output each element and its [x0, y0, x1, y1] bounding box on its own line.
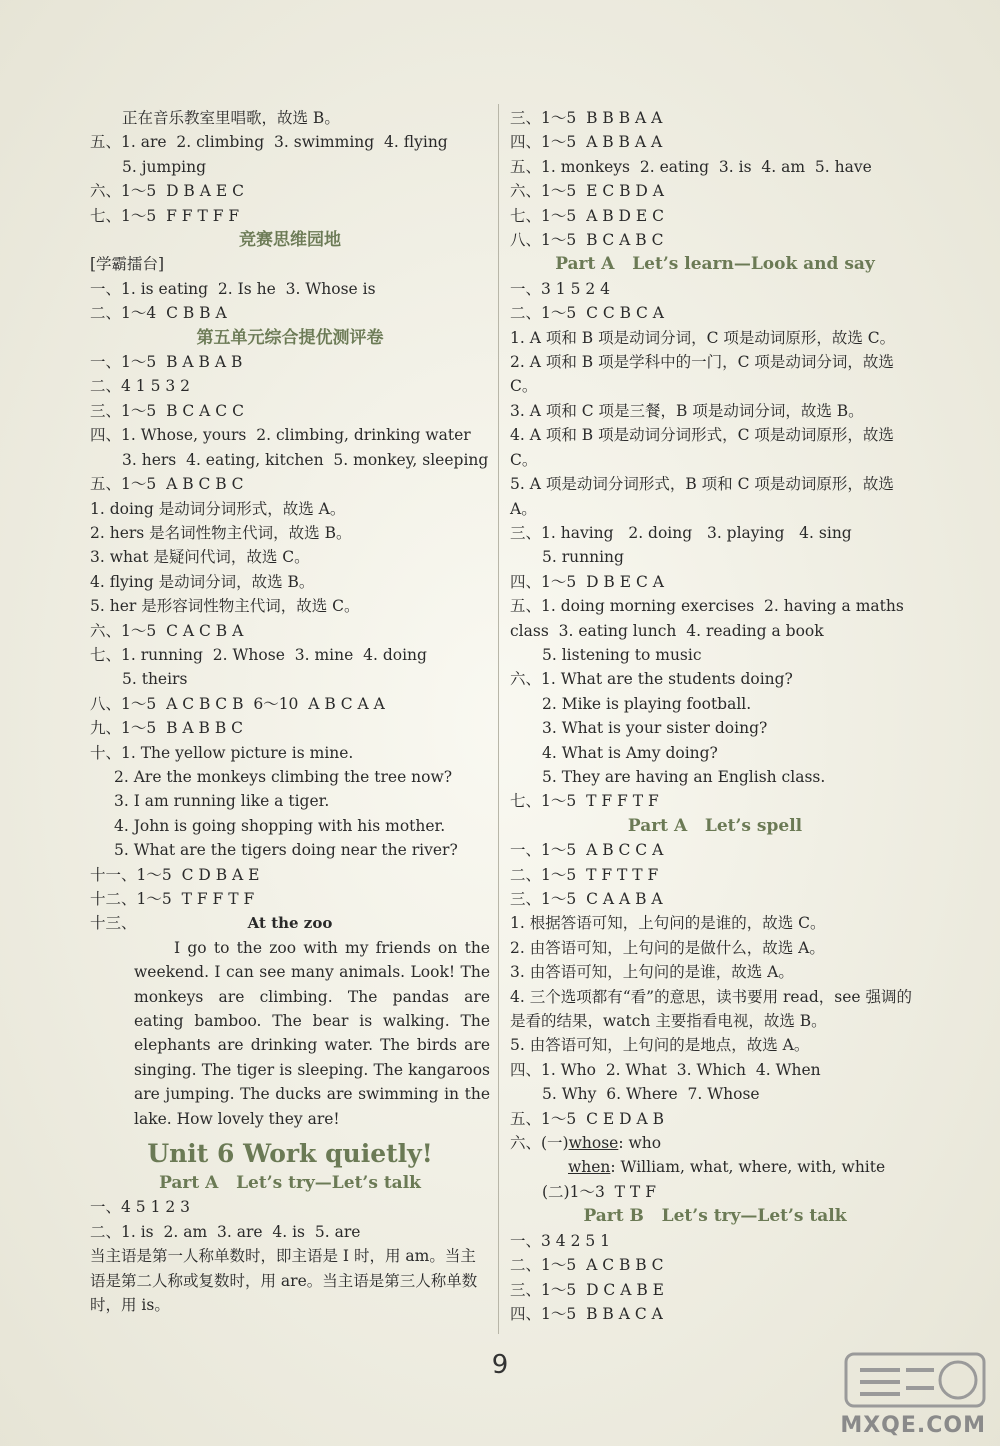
answer-line: 一、3 4 2 5 1: [510, 1231, 611, 1250]
answer-line: 4. flying 是动词分词，故选 B。: [90, 572, 315, 591]
answer-line: 4. What is Amy doing?: [542, 743, 718, 762]
answer-line: 2. 由答语可知，上句问的是做什么，故选 A。: [510, 938, 825, 957]
answer-line: 1. A 项和 B 项是动词分词，C 项是动词原形，故选 C。: [510, 328, 896, 347]
answer-line: 七、1～5 A B D E C: [510, 206, 664, 225]
answer-line: 九、1～5 B A B B C: [90, 719, 244, 738]
answer-line: 六、1～5 C A C B A: [90, 621, 244, 640]
answer-line: 4. 三个选项都有“看”的意思，读书要用 read，see 强调的是看的结果，watch 主要指看电视，故选 B。: [510, 987, 912, 1031]
answer-line: 十一、1～5 C D B A E: [90, 865, 260, 884]
answer-line: 3. hers 4. eating, kitchen 5. monkey, sleeping: [122, 450, 489, 469]
essay-title: At the zoo: [247, 914, 333, 933]
answer-line: 5. running: [542, 548, 624, 567]
answer-line: 三、1. having 2. doing 3. playing 4. sing: [510, 523, 852, 542]
answer-line: 四、1. Whose, yours 2. climbing, drinking water: [90, 426, 471, 445]
answer-line: 一、1～5 B A B A B: [90, 353, 243, 372]
answer-line: 三、1～5 C A A B A: [510, 890, 663, 908]
answer-line: 五、1. doing morning exercises 2. having a maths class 3. eating lunch 4. reading a book: [510, 597, 909, 640]
answer-line: 三、1～5 B C A C C: [90, 401, 244, 420]
answer-line: 当主语是第一人称单数时，即主语是 I 时，用 am。当主语是第二人称或复数时，用 are。当主语是第三人称单数时，用 is。: [90, 1247, 478, 1315]
answer-line: 八、1～5 B C A B C: [510, 231, 664, 250]
answer-line: 三、1～5 D C A B E: [510, 1280, 664, 1299]
section-heading: 竞赛思维园地: [239, 230, 341, 251]
answer-line: 5. listening to music: [542, 645, 702, 664]
answer-line: 5. Why 6. Where 7. Whose: [542, 1085, 760, 1104]
answer-line: 5. A 项是动词分词形式，B 项和 C 项是动词原形，故选 A。: [510, 475, 899, 518]
answer-line: 1. 根据答语可知，上句问的是谁的，故选 C。: [510, 914, 826, 933]
answer-line: 3. A 项和 C 项是三餐，B 项是动词分词，故选 B。: [510, 401, 864, 420]
answer-line: 二、1～5 C C B C A: [510, 304, 664, 323]
page-number: 9: [491, 1350, 509, 1380]
answer-line: 十、1. The yellow picture is mine.: [90, 743, 354, 762]
answer-line: 4. A 项和 B 项是动词分词形式，C 项是动词原形，故选 C。: [510, 426, 899, 469]
answer-line: 四、1. Who 2. What 3. Which 4. When: [510, 1060, 821, 1079]
section-heading: Part A Let’s learn—Look and say: [555, 254, 875, 275]
right-column: [510, 106, 920, 1326]
answer-line: 2. Are the monkeys climbing the tree now?: [114, 767, 453, 786]
answer-words: : who: [618, 1134, 662, 1153]
answer-line: 五、1. are 2. climbing 3. swimming 4. flying: [90, 133, 448, 152]
answer-line: 四、1～5 B B A C A: [510, 1304, 663, 1323]
answer-line: 2. Mike is playing football.: [542, 694, 752, 713]
answer-line: 七、1. running 2. Whose 3. mine 4. doing: [90, 645, 427, 664]
answer-line: 六、1. What are the students doing?: [510, 670, 793, 689]
answer-line: [510, 1155, 920, 1179]
answer-line: [510, 1131, 920, 1155]
answer-line: 3. I am running like a tiger.: [114, 792, 330, 811]
answer-label: 六、(一): [510, 1134, 569, 1153]
answer-line: 5. What are the tigers doing near the river?: [114, 841, 458, 860]
answer-line: 一、4 5 1 2 3: [90, 1198, 191, 1217]
section-heading: Part A Let’s spell: [627, 815, 803, 836]
essay-body: [90, 936, 490, 1131]
answer-line: 5. her 是形容词性物主代词，故选 C。: [90, 597, 360, 616]
answer-line: (二)1～3 T T F: [542, 1182, 656, 1201]
answer-line: 5. They are having an English class.: [542, 767, 826, 786]
answer-line: 五、1～5 A B C B C: [90, 475, 244, 494]
answer-line: 二、1. is 2. am 3. are 4. is 5. are: [90, 1222, 361, 1241]
answer-line: 正在音乐教室里唱歌，故选 B。: [122, 109, 340, 127]
unit-title: Unit 6 Work quietly!: [147, 1139, 433, 1169]
answer-word: when: [568, 1158, 611, 1177]
answer-line: 一、3 1 5 2 4: [510, 279, 611, 298]
answer-line: 1. doing 是动词分词形式，故选 A。: [90, 499, 346, 518]
section-heading: Part B Let’s try—Let’s talk: [583, 1206, 847, 1227]
answer-line: 二、1～4 C B B A: [90, 304, 227, 323]
answer-line: 二、1～5 T F T T F: [510, 865, 659, 884]
column-divider: [498, 104, 499, 1334]
answer-line: 十二、1～5 T F F T F: [90, 890, 255, 908]
answer-line: 七、1～5 F F T F F: [90, 206, 240, 225]
answer-word: whose: [568, 1134, 619, 1153]
answer-line: 4. John is going shopping with his mother.: [114, 816, 446, 835]
essay-label: 十三、: [90, 914, 137, 933]
answer-line: 一、1. is eating 2. Is he 3. Whose is: [90, 279, 376, 298]
answer-line: 5. theirs: [122, 670, 188, 689]
answer-line: 3. What is your sister doing?: [542, 719, 768, 738]
answer-line: 2. A 项和 B 项是学科中的一门，C 项是动词分词，故选 C。: [510, 353, 899, 396]
watermark-text: MXQE.COM: [840, 1413, 986, 1438]
answer-line: 5. jumping: [122, 157, 206, 176]
answer-line: 3. 由答语可知，上句问的是谁，故选 A。: [510, 963, 794, 982]
answer-line: 2. hers 是名词性物主代词，故选 B。: [90, 523, 352, 542]
answer-line: 七、1～5 T F F T F: [510, 792, 659, 811]
answer-line: 八、1～5 A C B C B 6～10 A B C A A: [90, 694, 385, 713]
essay-paragraph: I go to the zoo with my friends on the weekend. I can see many animals. Look! The monkeys are climbing. The pandas are eating bamboo. The bear is walking. The elephants are drinking water. The birds are singing. The tiger is sleeping. The kangaroos are jumping. The ducks are swimming in the lake. How lovely they are!: [134, 938, 490, 1128]
answer-line: 一、1～5 A B C C A: [510, 841, 664, 860]
answer-line: 三、1～5 B B B A A: [510, 109, 663, 127]
section-heading: 第五单元综合提优测评卷: [196, 327, 384, 348]
answer-line: 5. 由答语可知，上句问的是地点，故选 A。: [510, 1036, 810, 1055]
answer-line: 3. what 是疑问代词，故选 C。: [90, 548, 310, 567]
answer-line: 二、4 1 5 3 2: [90, 377, 191, 396]
answer-line: 五、1～5 C E D A B: [510, 1109, 664, 1128]
answer-line: 四、1～5 D B E C A: [510, 572, 664, 591]
answer-words: : William, what, where, with, white: [610, 1158, 886, 1177]
answer-line: 四、1～5 A B B A A: [510, 133, 663, 152]
section-heading: Part A Let’s try—Let’s talk: [159, 1173, 421, 1194]
answer-line: [学霸擂台]: [90, 255, 165, 274]
answer-line: 五、1. monkeys 2. eating 3. is 4. am 5. have: [510, 157, 872, 176]
answer-line: 六、1～5 D B A E C: [90, 182, 244, 201]
left-column: [90, 106, 490, 1318]
answer-line: 六、1～5 E C B D A: [510, 182, 664, 201]
answer-line: 二、1～5 A C B B C: [510, 1256, 664, 1275]
